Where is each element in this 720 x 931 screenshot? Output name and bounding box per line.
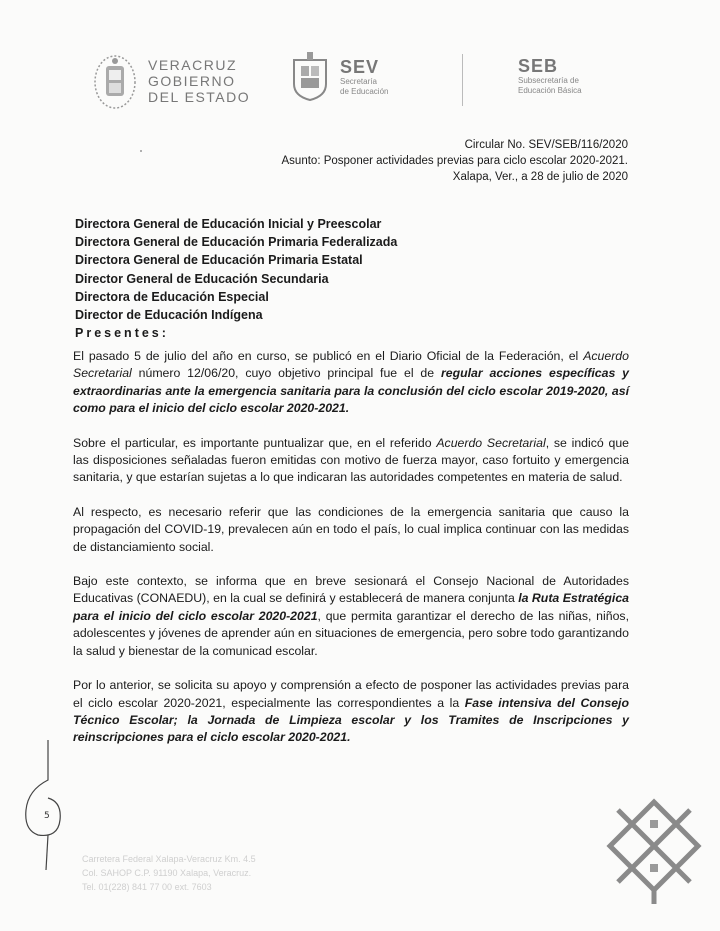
p5-text-a: Por lo anterior, se solicita su apoyo y comprensión a efecto de posponer las actividades previas para el ciclo escolar 2020-2021, especialmente las correspondientes a la [73, 678, 629, 710]
letter-body [73, 348, 629, 764]
footer-line3: Tel. 01(228) 841 77 00 ext. 7603 [82, 882, 212, 892]
footer-line2: Col. SAHOP C.P. 91190 Xalapa, Veracruz. [82, 868, 252, 878]
p1-bold: regular acciones específicas y extraordinarias ante la emergencia sanitaria para la conclusión del ciclo escolar 2019-2020, así como para el inicio del ciclo escolar 2020-2021. [73, 366, 629, 416]
p1-text-a: El pasado 5 de julio del año en curso, se publicó en el Diario Oficial de la Federación, el [73, 349, 584, 363]
addressee-item: Directora General de Educación Primaria Federalizada [75, 235, 398, 250]
sev-title: SEV [340, 57, 380, 77]
veracruz-coat-of-arms-icon [92, 52, 138, 110]
footer-line1: Carretera Federal Xalapa-Veracruz Km. 4.5 [82, 854, 256, 864]
seb-logo [472, 56, 582, 96]
sev-line1: Secretaría [340, 77, 377, 86]
letterhead [92, 52, 612, 112]
p1-text-c: número 12/06/20, cuyo objetivo principal fue el de [131, 366, 441, 381]
p4-text-a: Bajo este contexto, se informa que en breve sesionará el Consejo Nacional de Autoridades Educativas (CONAEDU), en la cual se definirá y establecerá de manera conjunta [73, 574, 629, 606]
paragraph-4 [73, 573, 629, 660]
circular-info [282, 137, 628, 185]
footer-address [82, 852, 256, 894]
presentes-label: Presentes: [75, 326, 169, 341]
circular-subject: Asunto: Posponer actividades previas para ciclo escolar 2020-2021. [281, 155, 628, 167]
paragraph-3: Al respecto, es necesario referir que las condiciones de la emergencia sanitaria que causo la propagación del COVID-19, prevalecen aún en todo el país, lo cual implica continuar con las medidas de distanciamiento social. [73, 504, 629, 554]
veracruz-line3: DEL ESTADO [148, 89, 251, 105]
p2-text-c: , se indicó que las disposiciones señaladas fueron emitidas con motivo de fuerza mayor, caso fortuito y emergencia sanitaria, y que estarían sujetas a lo que indicaran las autoridades competentes en materia de salud. [73, 435, 629, 485]
addressee-list [75, 215, 397, 342]
p4-text-c: , que permita garantizar el derecho de las niñas, niños, adolescentes y jóvenes de aprender aún en situaciones de emergencia, pero sobre todo garantizando la salud y bienestar de la comunicad escolar. [73, 608, 629, 658]
circular-number: Circular No. SEV/SEB/116/2020 [464, 139, 628, 151]
p5-bold: Fase intensiva del Consejo Técnico Escolar; la Jornada de Limpieza escolar y los Tramites de Inscripciones y reinscripciones para el ciclo escolar 2020-2021. [73, 695, 629, 745]
p1-italic: Acuerdo Secretarial [73, 349, 629, 381]
sev-line2: de Educación [340, 87, 389, 96]
veracruz-line1: VERACRUZ [148, 57, 238, 73]
p4-bold: la Ruta Estratégica para el inicio del ciclo escolar 2020-2021 [73, 591, 629, 623]
circular-place-date: Xalapa, Ver., a 28 de julio de 2020 [452, 171, 628, 183]
veracruz-logo [92, 52, 250, 110]
seb-line2: Educación Básica [518, 86, 582, 95]
seb-line1: Subsecretaría de [518, 76, 579, 85]
paragraph-2 [73, 435, 629, 487]
sev-logo [290, 52, 388, 102]
header-divider [462, 54, 463, 106]
addressee-item: Director de Educación Indígena [75, 308, 263, 323]
sev-shield-icon [290, 52, 330, 102]
paragraph-5 [73, 677, 629, 747]
p2-text-a: Sobre el particular, es importante puntualizar que, en el referido [73, 435, 437, 450]
seb-title: SEB [518, 56, 559, 76]
signature-scribble-icon [18, 740, 78, 870]
addressee-item: Directora de Educación Especial [75, 289, 269, 304]
addressee-item: Directora General de Educación Primaria Estatal [75, 253, 363, 268]
p2-italic: Acuerdo Secretarial [436, 435, 546, 450]
veracruz-line2: GOBIERNO [148, 73, 236, 89]
paragraph-1 [73, 348, 629, 418]
decorative-pattern-icon [606, 796, 702, 908]
scan-speck [140, 150, 142, 152]
addressee-item: Director General de Educación Secundaria [75, 271, 329, 286]
svg-text:5: 5 [44, 811, 50, 821]
addressee-item: Directora General de Educación Inicial y Preescolar [75, 217, 382, 231]
